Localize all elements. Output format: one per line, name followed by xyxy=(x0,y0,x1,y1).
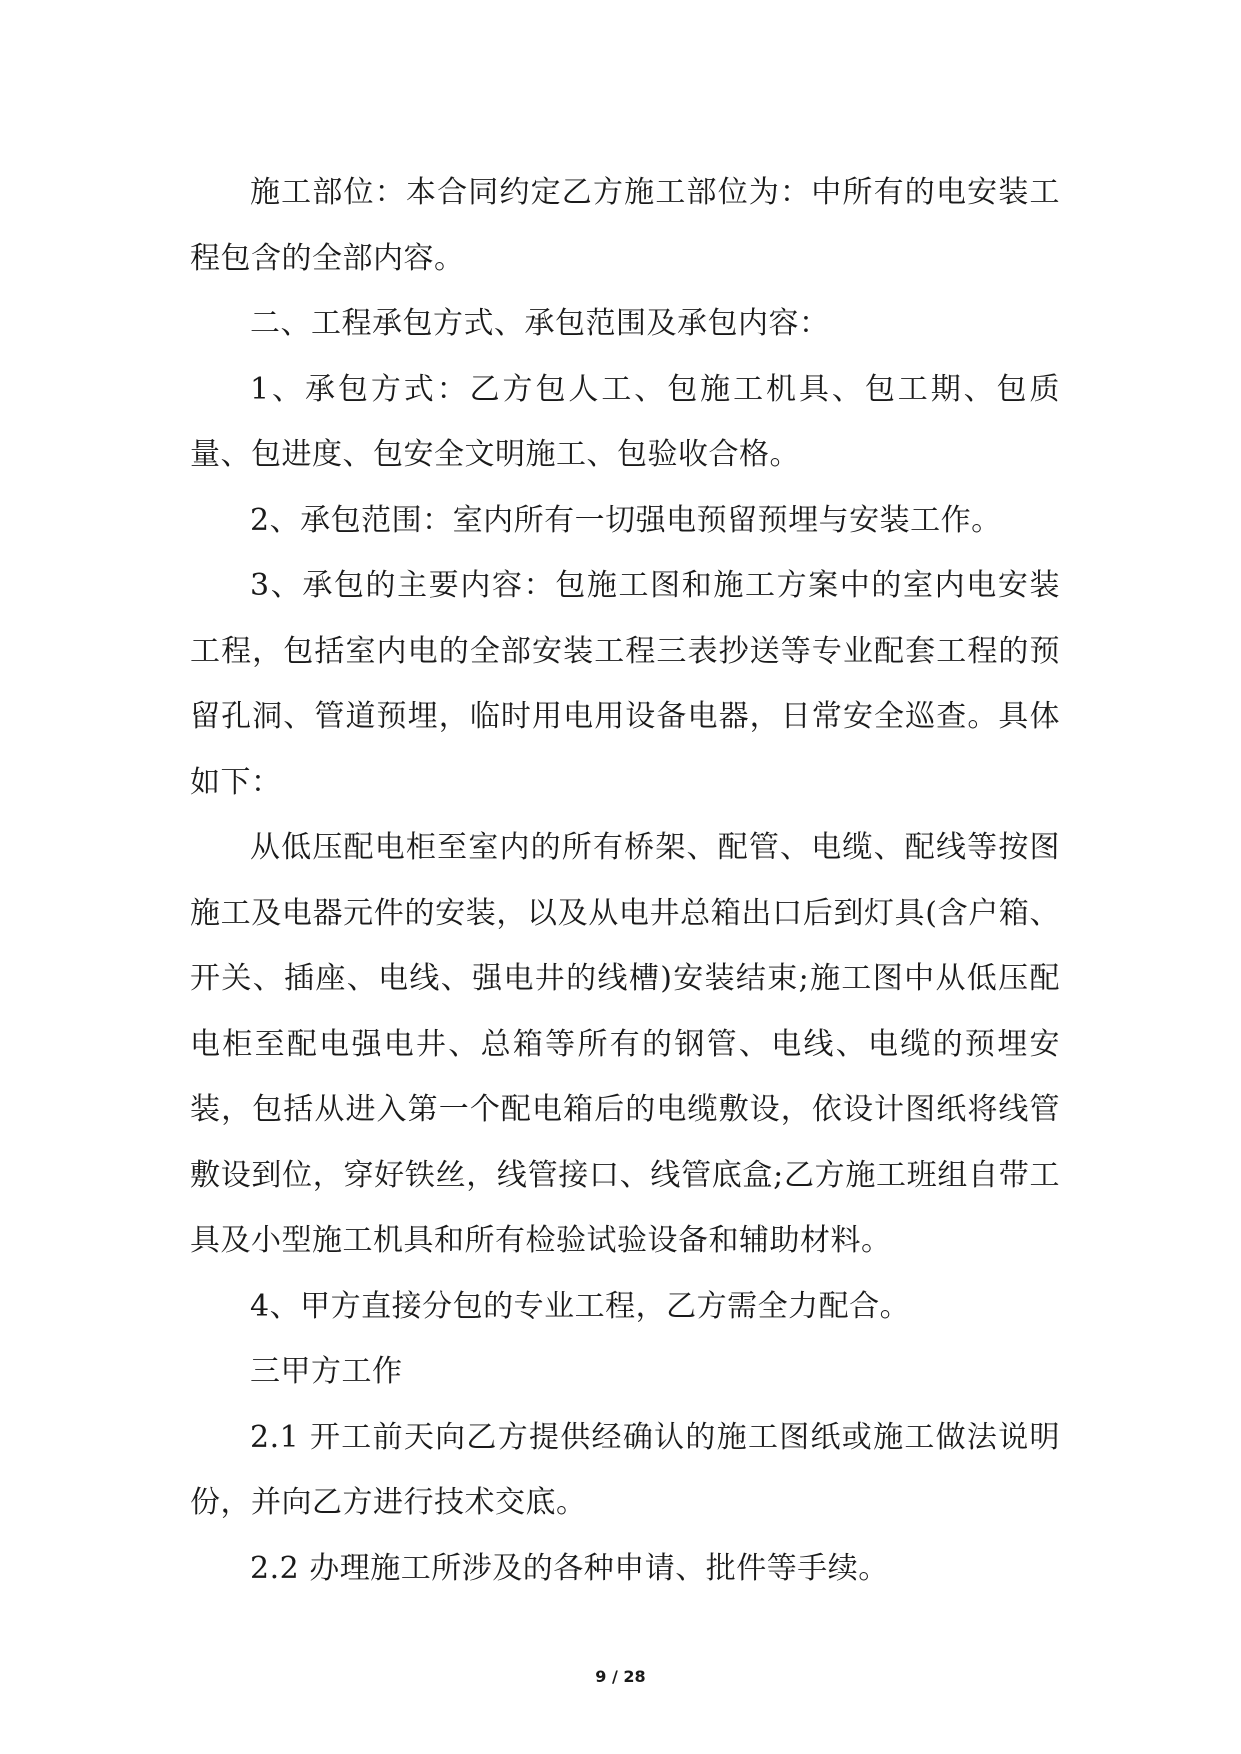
heading-party-a-work: 三甲方工作 xyxy=(250,1354,403,1389)
paragraph-clause-2-1: 2.1 开工前天向乙方提供经确认的施工图纸或施工做法说明份，并向乙方进行技术交底。 xyxy=(190,1419,1060,1520)
paragraph-subcontract-cooperation: 4、甲方直接分包的专业工程，乙方需全力配合。 xyxy=(250,1288,911,1324)
paragraph-details: 从低压配电柜至室内的所有桥架、配管、电缆、配线等按图施工及电器元件的安装，以及从电井总箱出口后到灯具(含户箱、开关、插座、电线、强电井的线槽)安装结束;施工图中从低压配电柜至配电强电井、总箱等所有的钢管、电线、电缆的预埋安装，包括从进入第一个配电箱后的电缆敷设，依设计图纸将线管敷设到位，穿好铁丝，线管接口、线管底盒;乙方施工班组自带工具及小型施工机具和所有检验试验设备和辅助材料。 xyxy=(190,830,1060,1258)
document-body xyxy=(190,160,1060,1601)
paragraph-contracting-mode: 1、承包方式：乙方包人工、包施工机具、包工期、包质量、包进度、包安全文明施工、包验收合格。 xyxy=(190,371,1060,472)
paragraph-main-content: 3、承包的主要内容：包施工图和施工方案中的室内电安装工程，包括室内电的全部安装工程三表抄送等专业配套工程的预留孔洞、管道预埋，临时用电用设备电器，日常安全巡查。具体如下： xyxy=(190,568,1060,800)
page-number: 9 / 28 xyxy=(595,1667,646,1686)
paragraph-clause-2-2: 2.2 办理施工所涉及的各种申请、批件等手续。 xyxy=(250,1550,889,1586)
paragraph-contracting-scope: 2、承包范围：室内所有一切强电预留预埋与安装工作。 xyxy=(250,502,1002,538)
paragraph-construction-location: 施工部位：本合同约定乙方施工部位为：中所有的电安装工程包含的全部内容。 xyxy=(190,175,1060,276)
heading-contracting-method: 二、工程承包方式、承包范围及承包内容： xyxy=(250,306,830,341)
